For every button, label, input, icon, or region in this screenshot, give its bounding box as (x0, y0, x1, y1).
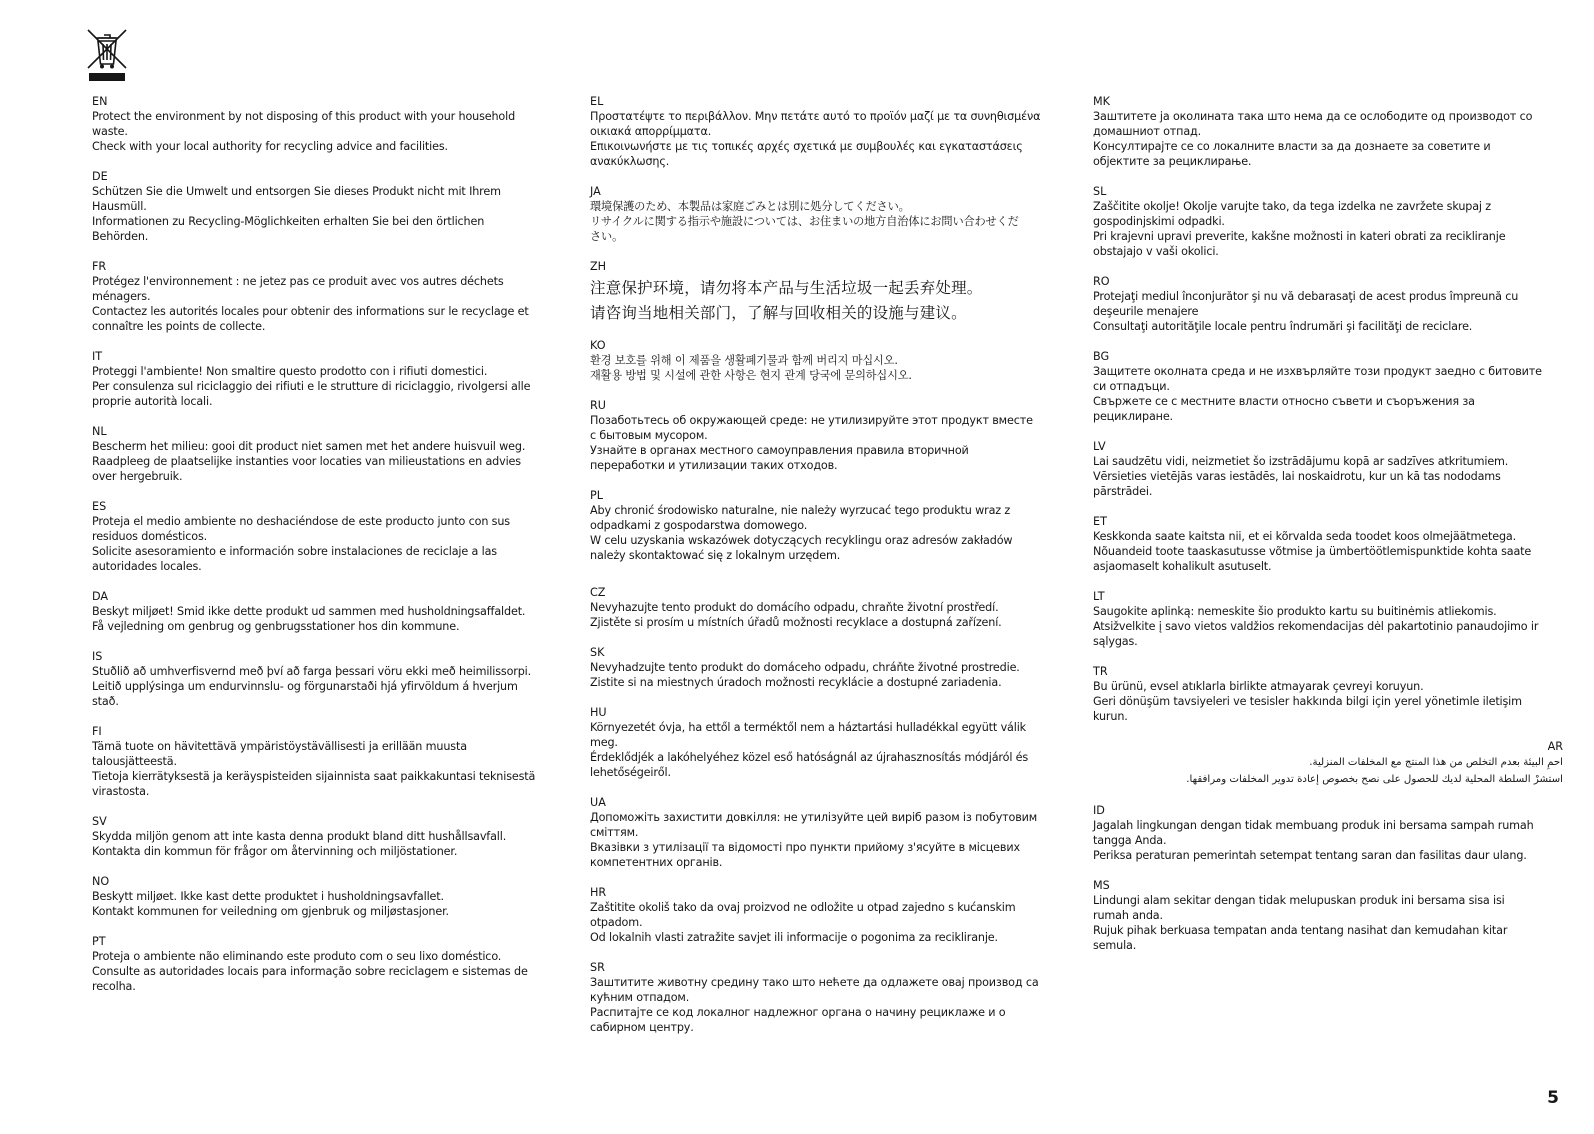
notice-text-line: tangga Anda. (1093, 834, 1167, 847)
notice-text-line: Skydda miljön genom att inte kasta denna produkt bland ditt hushållsavfall. (92, 830, 507, 843)
language-code: AR (1547, 740, 1563, 753)
notice-text-line: ménagers. (92, 290, 151, 303)
notice-text-line: kurun. (1093, 710, 1128, 723)
notice-text-line: Geri dönüşüm tavsiyeleri ve tesisler hakkında bilgi için yerel yönetimle iletişim (1093, 695, 1522, 708)
language-code: FR (92, 260, 107, 273)
notice-text-line: οικιακά απορρίμματα. (590, 125, 712, 138)
language-section-ru (590, 398, 1065, 473)
language-code: TR (1093, 665, 1108, 678)
notice-text-line: с бытовым мусором. (590, 429, 708, 442)
notice-text-line: connaître les points de collecte. (92, 320, 266, 333)
notice-text-line: си отпадъци. (1093, 380, 1170, 393)
language-section-cz (590, 585, 1065, 630)
notice-text-line: Kontakta din kommun för frågor om återvinning och miljöstationer. (92, 845, 458, 858)
notice-text-line: waste. (92, 125, 128, 138)
notice-text-line: Beskytt miljøet. Ikke kast dette produktet i husholdningsavfallet. (92, 890, 444, 903)
language-section-lt (1093, 589, 1563, 649)
notice-text-line: deşeurile menajere (1093, 305, 1199, 318)
notice-text-line: Защитете околната среда и не изхвърляйте този продукт заедно с битовите (1093, 365, 1542, 378)
notice-text-line: odpadkami z gospodarstwa domowego. (590, 519, 808, 532)
language-section-fi (92, 724, 562, 799)
notice-text-line: pārstrādei. (1093, 485, 1153, 498)
language-section-zh (590, 259, 1065, 326)
language-section-sr (590, 960, 1065, 1035)
language-section-sk (590, 645, 1065, 690)
language-section-pl (590, 488, 1065, 563)
notice-text-line: Keskkonda saate kaitsta nii, et ei kõrvalda seda toodet koos olmejäätmetega. (1093, 530, 1517, 543)
language-section-ms (1093, 878, 1563, 953)
language-code: MK (1093, 95, 1110, 108)
language-code: CZ (590, 586, 606, 599)
notice-text-line: Informationen zu Recycling-Möglichkeiten erhalten Sie bei den örtlichen (92, 215, 485, 228)
language-section-da (92, 589, 562, 634)
notice-text-line: рециклиране. (1093, 410, 1173, 423)
notice-text-line: W celu uzyskania wskazówek dotyczących recyklingu oraz adresów zakładów (590, 534, 1013, 547)
notice-text-line: stað. (92, 695, 119, 708)
notice-text-line: Leitið upplýsinga um endurvinnslu- og förgunarstaði hjá yfirvöldum á hverjum (92, 680, 518, 693)
notice-text-line: Допоможіть захистити довкілля: не утилізуйте цей виріб разом із побутовим (590, 811, 1038, 824)
notice-text-line: сміттям. (590, 826, 639, 839)
notice-text-line: сабирном центру. (590, 1021, 694, 1034)
language-column-left (92, 94, 562, 1009)
language-section-pt (92, 934, 562, 994)
notice-text-line: asjaomaselt kohalikult asutuselt. (1093, 560, 1272, 573)
notice-text-line: Zjistěte si prosím u místních úřadů možnosti recyklace a dostupná zařízení. (590, 616, 1002, 629)
notice-text-line: Bescherm het milieu: gooi dit product niet samen met het andere huisvuil weg. (92, 440, 526, 453)
notice-text-line: переработки и утилизации таких отходов. (590, 459, 838, 472)
notice-text-line: さい。 (590, 230, 624, 243)
language-code: NO (92, 875, 110, 888)
notice-text-line: Lindungi alam sekitar dengan tidak melupuskan produk ini bersama sisa isi (1093, 894, 1505, 907)
language-code: PT (92, 935, 106, 948)
language-code: ID (1093, 804, 1105, 817)
notice-text-line: リサイクルに関する指示や施設については、お住まいの地方自治体にお問い合わせくだ (590, 215, 1019, 228)
notice-text-line: Atsižvelkite į savo vietos valdžios rekomendacijas dėl pakartotinio panaudojimo ir (1093, 620, 1539, 633)
notice-text-line: talousjätteestä. (92, 755, 177, 768)
language-section-hu (590, 705, 1065, 780)
language-code: SV (92, 815, 107, 828)
notice-text-line: Bu ürünü, evsel atıklarla birlikte atmayarak çevreyi koruyun. (1093, 680, 1424, 693)
language-section-en (92, 94, 562, 154)
language-code: PL (590, 489, 603, 502)
notice-text-line: Консултирајте се со локалните власти за да дознаете за советите и (1093, 140, 1491, 153)
notice-text-line: Consultaţi autorităţile locale pentru îndrumări şi facilităţi de reciclare. (1093, 320, 1473, 333)
notice-text-line: semula. (1093, 939, 1137, 952)
language-code: SK (590, 646, 605, 659)
language-code: RO (1093, 275, 1110, 288)
language-code: UA (590, 796, 606, 809)
language-code: SR (590, 961, 605, 974)
notice-text-line: Proteggi l'ambiente! Non smaltire questo prodotto con i rifiuti domestici. (92, 365, 488, 378)
notice-text-line: Zaščitite okolje! Okolje varujte tako, da tega izdelka ne zavržete skupaj z (1093, 200, 1492, 213)
notice-text-line: Contactez les autorités locales pour obtenir des informations sur le recyclage et (92, 305, 529, 318)
language-section-tr (1093, 664, 1563, 724)
page-number: 5 (1547, 1088, 1559, 1108)
notice-text-line: Заштитите животну средину тако што нећете да одлажете овај производ са (590, 976, 1039, 989)
language-code: ES (92, 500, 107, 513)
notice-text-line: otpadom. (590, 916, 643, 929)
notice-text-line: Protégez l'environnement : ne jetez pas ce produit avec vos autres déchets (92, 275, 504, 288)
notice-text-line: meg. (590, 736, 618, 749)
language-code: SL (1093, 185, 1107, 198)
notice-text-line: Periksa peraturan pemerintah setempat tentang saran dan fasilitas daur ulang. (1093, 849, 1527, 862)
language-code: NL (92, 425, 107, 438)
notice-text-line: Jagalah lingkungan dengan tidak membuang produk ini bersama sampah rumah (1093, 819, 1534, 832)
language-section-ar (1093, 739, 1563, 788)
language-section-el (590, 94, 1065, 169)
language-code: KO (590, 339, 606, 352)
language-code: DA (92, 590, 109, 603)
language-section-id (1093, 803, 1563, 863)
notice-text-line: Kontakt kommunen for veiledning om gjenbruk og miljøstasjoner. (92, 905, 449, 918)
language-section-no (92, 874, 562, 919)
notice-text-line: recolha. (92, 980, 136, 993)
language-section-is (92, 649, 562, 709)
notice-text-line: autoridades locales. (92, 560, 202, 573)
language-code: IT (92, 350, 103, 363)
notice-text-line: Környezetét óvja, ha ettől a terméktől nem a háztartási hulladékkal együtt válik (590, 721, 1026, 734)
notice-text-line: Lai saudzētu vidi, neizmetiet šo izstrādājumu kopā ar sadzīves atkritumiem. (1093, 455, 1509, 468)
notice-text-line: Zaštitite okoliš tako da ovaj proizvod ne odložite u otpad zajedno s kućanskim (590, 901, 1016, 914)
weee-crossed-out-bin-icon (86, 28, 128, 82)
notice-text-line: Solicite asesoramiento e información sobre instalaciones de reciclaje a las (92, 545, 497, 558)
language-section-nl (92, 424, 562, 484)
language-column-middle (590, 94, 1065, 1050)
language-section-lv (1093, 439, 1563, 499)
language-code: MS (1093, 879, 1110, 892)
notice-text-line: rumah anda. (1093, 909, 1163, 922)
notice-text-line: Érdeklődjék a lakóhelyéhez közel eső hatóságnál az újrahasznosítás módjáról és (590, 751, 1029, 764)
language-code: LT (1093, 590, 1105, 603)
notice-text-line: over hergebruik. (92, 470, 183, 483)
language-code: LV (1093, 440, 1106, 453)
language-section-es (92, 499, 562, 574)
notice-text-line: Распитајте се код локалног надлежног органа о начину рециклаже и о (590, 1006, 1006, 1019)
notice-text-line: residuos domésticos. (92, 530, 208, 543)
notice-text-line: 環境保護のため、本製品は家庭ごみとは別に処分してください。 (590, 200, 910, 213)
notice-text-line: Behörden. (92, 230, 149, 243)
language-section-ja (590, 184, 1065, 244)
language-code: IS (92, 650, 103, 663)
language-code: BG (1093, 350, 1110, 363)
notice-text-line: ανακύκλωσης. (590, 155, 670, 168)
notice-text-line: lehetőségeiről. (590, 766, 671, 779)
notice-text-line: Od lokalnih vlasti zatražite savjet ili informacije o pogonima za recikliranje. (590, 931, 998, 944)
notice-text-line: Check with your local authority for recycling advice and facilities. (92, 140, 448, 153)
language-section-fr (92, 259, 562, 334)
notice-text-line: Aby chronić środowisko naturalne, nie należy wyrzucać tego produktu wraz z (590, 504, 1011, 517)
notice-text-line: Hausmüll. (92, 200, 147, 213)
language-code: DE (92, 170, 108, 183)
notice-text-line: Proteja el medio ambiente no deshaciéndose de este producto junto con sus (92, 515, 510, 528)
notice-text-line: 请咨询当地相关部门，了解与回收相关的设施与建议。 (590, 304, 967, 322)
notice-text-line: Protejaţi mediul înconjurător şi nu vă debarasaţi de acest produs împreună cu (1093, 290, 1519, 303)
language-section-mk (1093, 94, 1563, 169)
language-code: ET (1093, 515, 1107, 528)
notice-text-line: Заштитете ја околината така што нема да се ослободите од производот со (1093, 110, 1533, 123)
notice-text-line: gospodinjskimi odpadki. (1093, 215, 1225, 228)
notice-text-line: Protect the environment by not disposing of this product with your household (92, 110, 516, 123)
language-section-et (1093, 514, 1563, 574)
language-code: HU (590, 706, 607, 719)
language-section-de (92, 169, 562, 244)
language-section-bg (1093, 349, 1563, 424)
notice-text-line: Rujuk pihak berkuasa tempatan anda tentang nasihat dan kemudahan kitar (1093, 924, 1508, 937)
notice-text-line: Nevyhadzujte tento produkt do domáceho odpadu, chráňte životné prostredie. (590, 661, 1020, 674)
notice-text-line: домашниот отпад. (1093, 125, 1202, 138)
notice-text-line: Nõuandeid toote taaskasutusse võtmise ja ümbertöötlemispunktide kohta saate (1093, 545, 1532, 558)
notice-text-line: sąlygas. (1093, 635, 1138, 648)
notice-text-line: virastosta. (92, 785, 150, 798)
notice-text-line: proprie autorità locali. (92, 395, 213, 408)
language-code: FI (92, 725, 102, 738)
notice-text-line: Vērsieties vietējās varas iestādēs, lai noskaidrotu, kur un kā tas nododams (1093, 470, 1501, 483)
language-code: RU (590, 399, 606, 412)
notice-text-line: Consulte as autoridades locais para informação sobre reciclagem e sistemas de (92, 965, 528, 978)
language-code: ZH (590, 260, 607, 273)
notice-text-line: 재활용 방법 및 시설에 관한 사항은 현지 관계 당국에 문의하십시오. (590, 369, 912, 382)
notice-text-line: Få vejledning om genbrug og genbrugsstationer hos din kommune. (92, 620, 460, 633)
notice-text-line: احمِ البيئة بعدم التخلص من هذا المنتج مع المخلفات المنزلية. (1309, 757, 1563, 768)
notice-text-line: Raadpleeg de plaatselijke instanties voor locaties van milieustations en advies (92, 455, 521, 468)
notice-text-line: Zistite si na miestnych úradoch možnosti recyklácie a dostupné zariadenia. (590, 676, 1002, 689)
language-section-hr (590, 885, 1065, 945)
notice-text-line: Pri krajevni upravi preverite, kakšne možnosti in kateri obrati za recikliranje (1093, 230, 1506, 243)
notice-text-line: obstajajo v vaši okolici. (1093, 245, 1219, 258)
notice-text-line: Вказівки з утилізації та відомості про пункти прийому з'ясуйте в місцевих (590, 841, 1020, 854)
notice-text-line: Узнайте в органах местного самоуправления правила вторичной (590, 444, 969, 457)
notice-text-line: Tietoja kierrätyksestä ja keräyspisteiden sijainnista saat paikkakuntasi teknisestä (92, 770, 536, 783)
notice-text-line: Позаботьтесь об окружающей среде: не утилизируйте этот продукт вместе (590, 414, 1033, 427)
language-section-it (92, 349, 562, 409)
language-section-ro (1093, 274, 1563, 334)
notice-text-line: Nevyhazujte tento produkt do domácího odpadu, chraňte životní prostředí. (590, 601, 999, 614)
notice-text-line: Beskyt miljøet! Smid ikke dette produkt ud sammen med husholdningsaffaldet. (92, 605, 526, 618)
notice-text-line: Επικοινωνήστε με τις τοπικές αρχές σχετικά με συμβουλές και εγκαταστάσεις (590, 140, 1023, 153)
notice-text-line: Schützen Sie die Umwelt und entsorgen Sie dieses Produkt nicht mit Ihrem (92, 185, 501, 198)
notice-text-line: należy skontaktować się z lokalnym urzędem. (590, 549, 841, 562)
notice-text-line: објектите за рециклирање. (1093, 155, 1252, 168)
language-column-right (1093, 94, 1563, 968)
language-code: JA (590, 185, 601, 198)
notice-text-line: Stuðlið að umhverfisvernd með því að farga þessari vöru ekki með heimilissorpi. (92, 665, 532, 678)
language-code: HR (590, 886, 607, 899)
notice-text-line: Свържете се с местните власти относно съвети и съоръжения за (1093, 395, 1475, 408)
notice-text-line: Tämä tuote on hävitettävä ympäristöystävällisesti ja erillään muusta (92, 740, 467, 753)
language-section-ua (590, 795, 1065, 870)
notice-text-line: компетентних органів. (590, 856, 723, 869)
language-section-ko (590, 338, 1065, 383)
notice-text-line: استشرْ السلطة المحلية لديك للحصول على نصح بخصوص إعادة تدوير المخلفات ومرافقها. (1186, 774, 1563, 785)
notice-text-line: 注意保护环境，请勿将本产品与生活垃圾一起丢弃处理。 (590, 279, 983, 297)
notice-text-line: Προστατέψτε το περιβάλλον. Μην πετάτε αυτό το προϊόν μαζί με τα συνηθισμένα (590, 110, 1041, 123)
notice-text-line: 환경 보호를 위해 이 제품을 생활폐기물과 함께 버리지 마십시오. (590, 354, 898, 367)
notice-text-line: Proteja o ambiente não eliminando este produto com o seu lixo doméstico. (92, 950, 502, 963)
language-section-sv (92, 814, 562, 859)
language-section-sl (1093, 184, 1563, 259)
notice-text-line: Saugokite aplinką: nemeskite šio produkto kartu su buitinėmis atliekomis. (1093, 605, 1497, 618)
language-code: EN (92, 95, 108, 108)
notice-text-line: кућним отпадом. (590, 991, 690, 1004)
language-code: EL (590, 95, 604, 108)
notice-text-line: Per consulenza sul riciclaggio dei rifiuti e le strutture di riciclaggio, rivolgersi alle (92, 380, 531, 393)
